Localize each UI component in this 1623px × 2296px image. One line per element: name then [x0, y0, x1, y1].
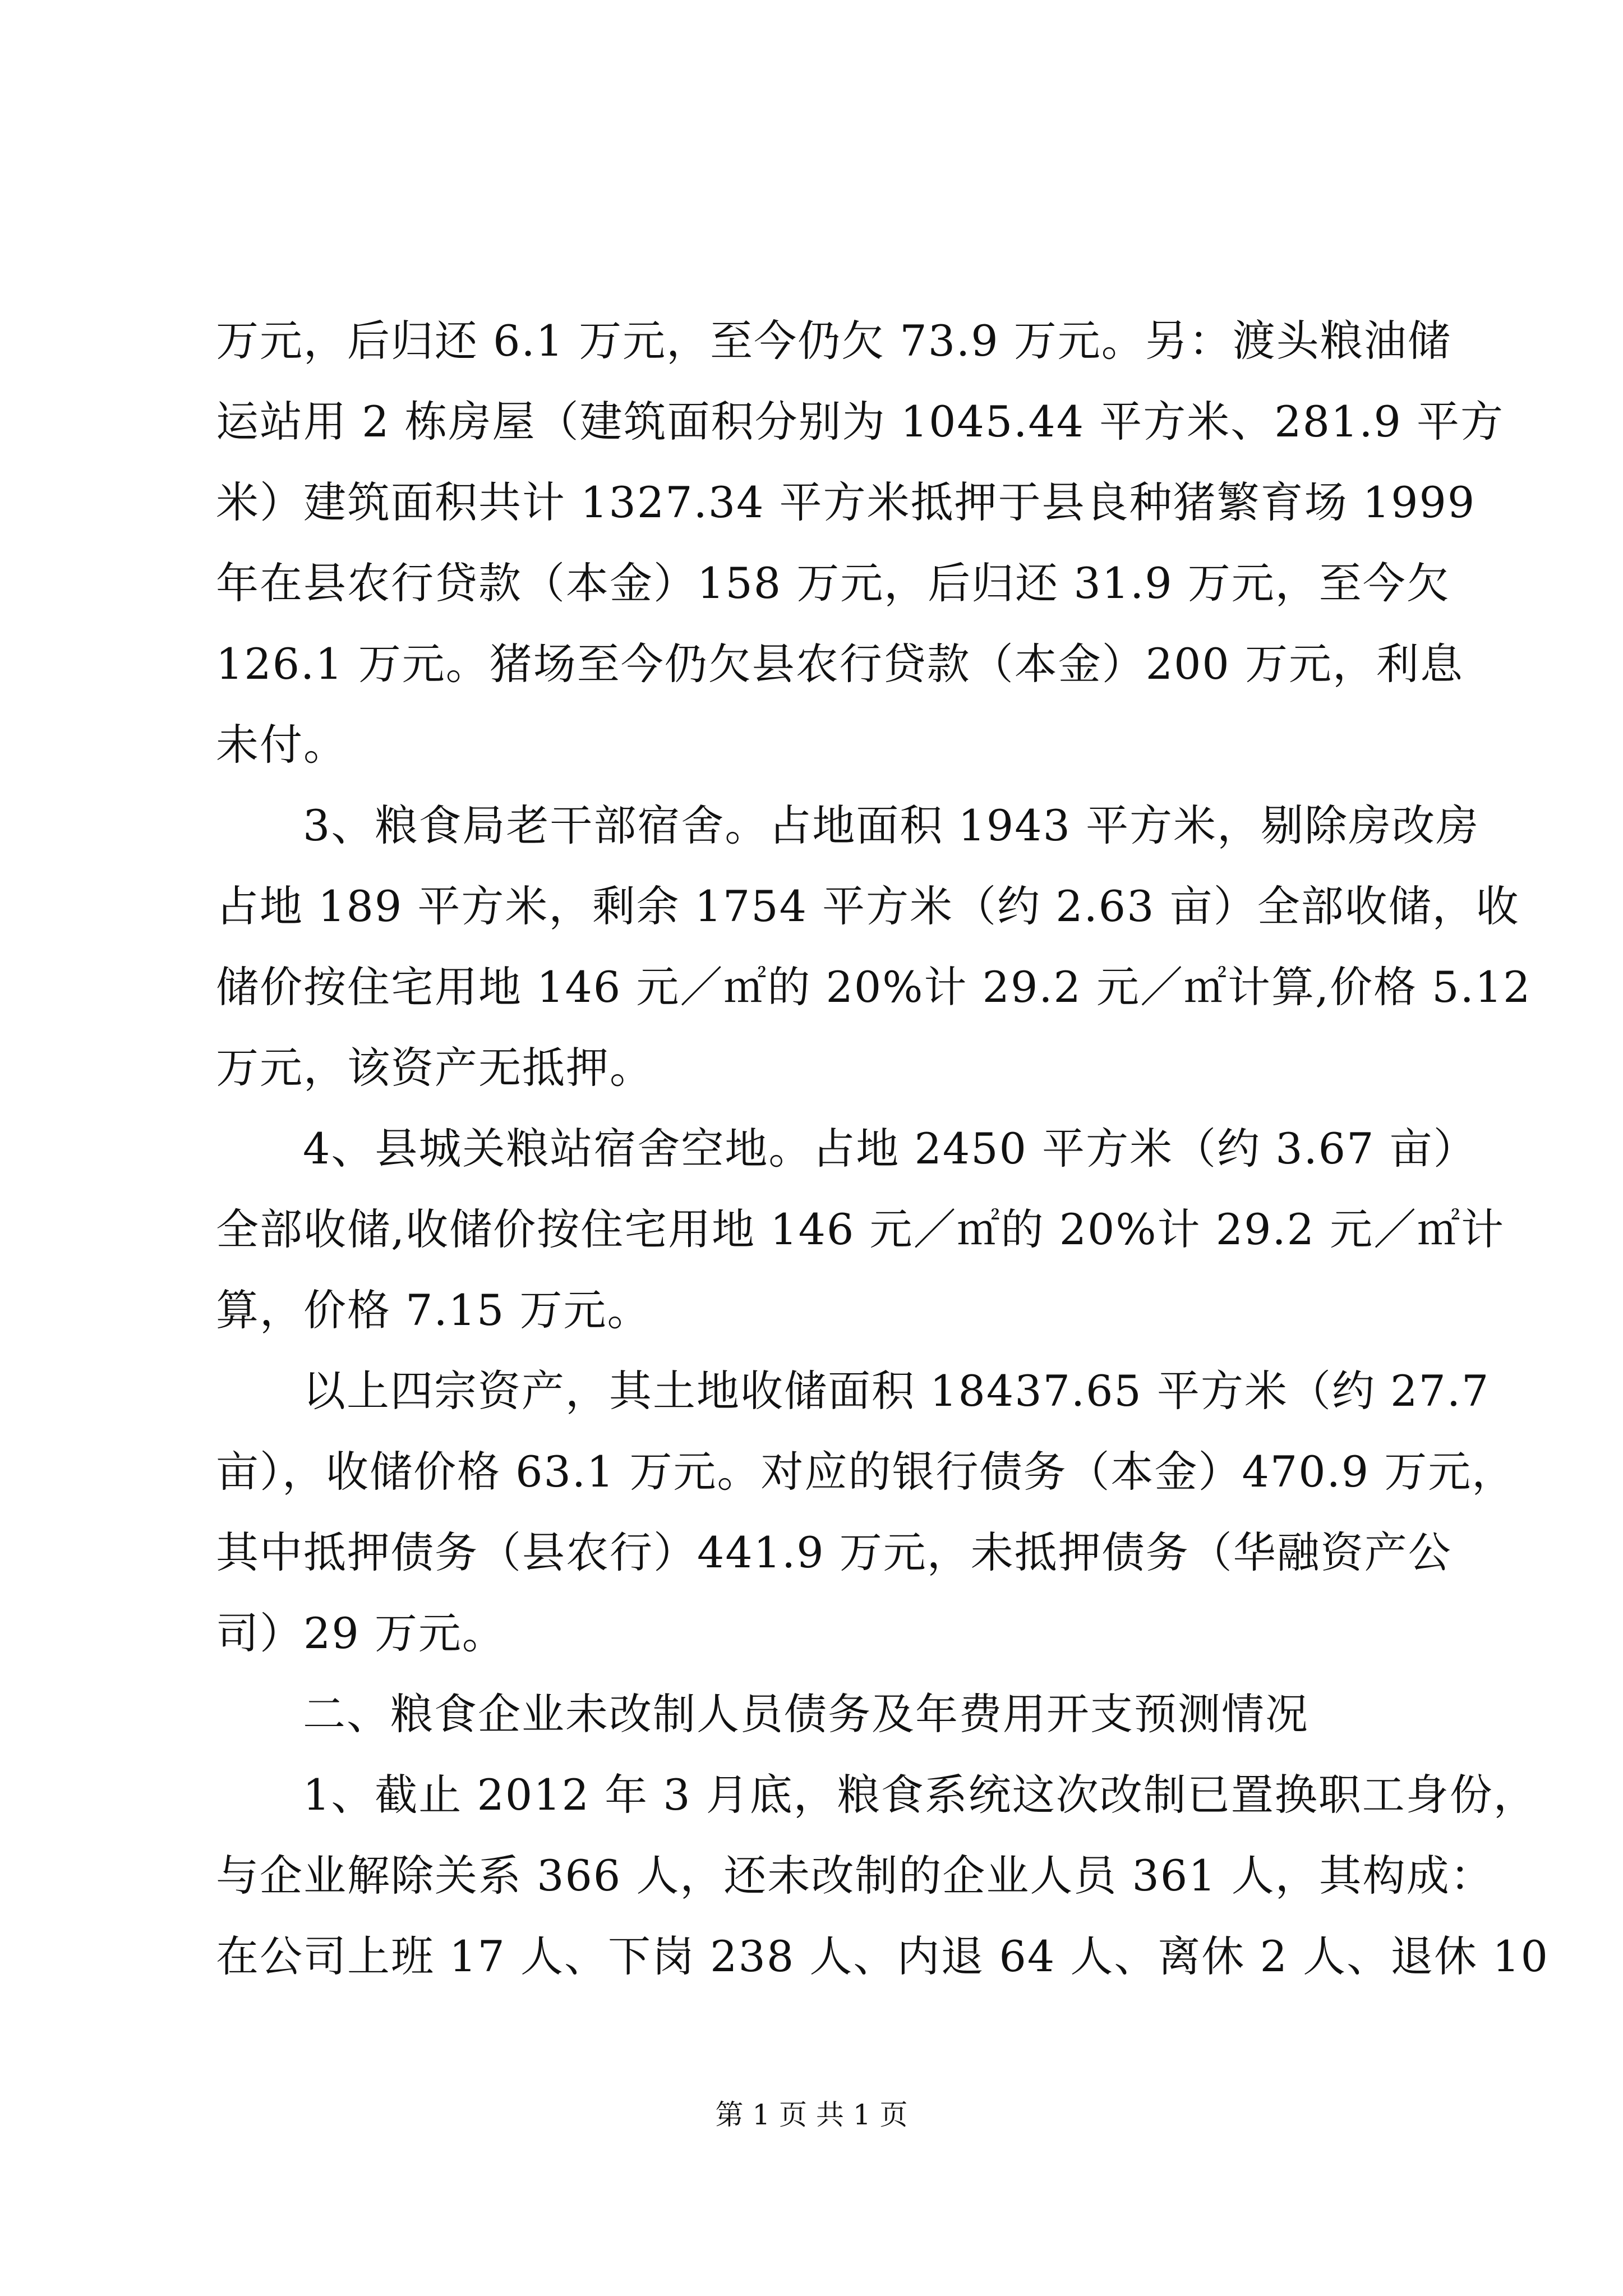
- text-line-6: 未付。: [216, 720, 347, 770]
- text-line-13: 算，价格 7.15 万元。: [216, 1285, 651, 1335]
- text-line-2: 运站用 2 栋房屋（建筑面积分别为 1045.44 平方米、281.9 平方: [216, 397, 1504, 447]
- section-heading: 二、粮食企业未改制人员债务及年费用开支预测情况: [303, 1689, 1309, 1739]
- text-line-5: 126.1 万元。猪场至今仍欠县农行贷款（本金）200 万元，利息: [216, 639, 1464, 689]
- text-line-1: 万元，后归还 6.1 万元，至今仍欠 73.9 万元。另：渡头粮油储: [216, 316, 1451, 366]
- page-number-footer: 第 1 页 共 1 页: [715, 2099, 908, 2131]
- text-line-7: 3、粮食局老干部宿舍。占地面积 1943 平方米，剔除房改房: [303, 800, 1480, 850]
- text-line-20: 与企业解除关系 366 人，还未改制的企业人员 361 人，其构成：: [216, 1851, 1494, 1901]
- text-line-11: 4、县城关粮站宿舍空地。占地 2450 平方米（约 3.67 亩）: [303, 1124, 1477, 1174]
- text-line-15: 亩），收储价格 63.1 万元。对应的银行债务（本金）470.9 万元，: [216, 1447, 1516, 1497]
- text-line-3: 米）建筑面积共计 1327.34 平方米抵押于县良种猪繁育场 1999: [216, 477, 1476, 527]
- text-line-10: 万元，该资产无抵押。: [216, 1043, 653, 1093]
- text-line-19: 1、截止 2012 年 3 月底，粮食系统这次改制已置换职工身份，: [303, 1770, 1537, 1820]
- text-line-17: 司）29 万元。: [216, 1608, 506, 1658]
- text-line-9: 储价按住宅用地 146 元／㎡的 20%计 29.2 元／㎡计算,价格 5.12: [216, 962, 1532, 1012]
- text-line-8: 占地 189 平方米，剩余 1754 平方米（约 2.63 亩）全部收储，收: [216, 881, 1520, 931]
- text-line-12: 全部收储,收储价按住宅用地 146 元／㎡的 20%计 29.2 元／㎡计: [216, 1204, 1505, 1254]
- text-line-14: 以上四宗资产，其土地收储面积 18437.65 平方米（约 27.7: [303, 1366, 1490, 1416]
- text-line-4: 年在县农行贷款（本金）158 万元，后归还 31.9 万元，至今欠: [216, 558, 1450, 608]
- text-line-21: 在公司上班 17 人、下岗 238 人、内退 64 人、离休 2 人、退休 10: [216, 1931, 1549, 1981]
- text-line-16: 其中抵押债务（县农行）441.9 万元，未抵押债务（华融资产公: [216, 1527, 1452, 1577]
